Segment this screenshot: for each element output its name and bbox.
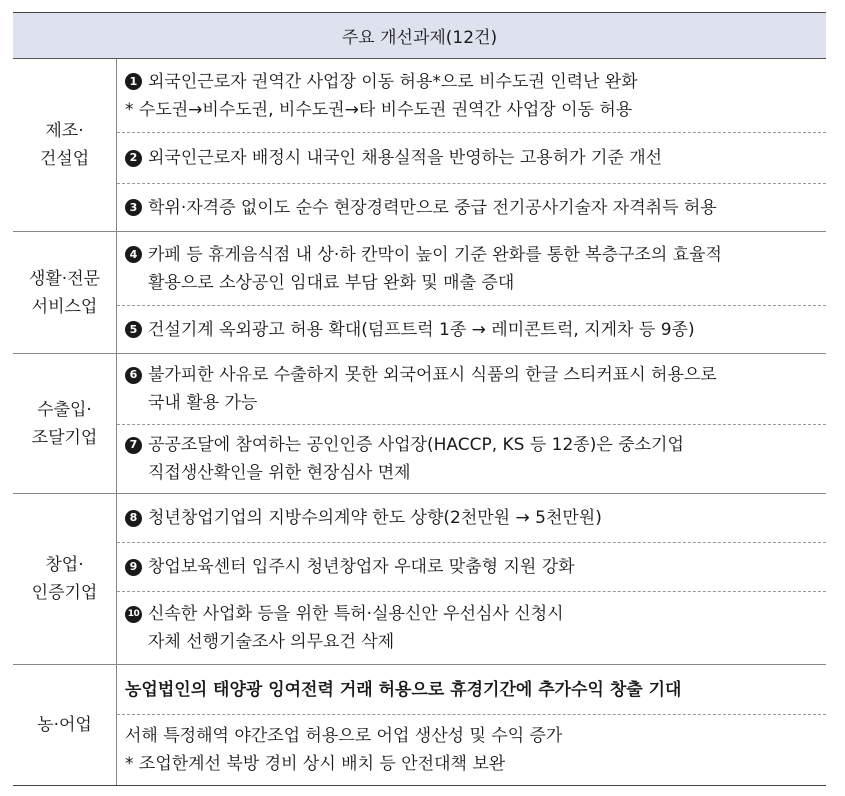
list-item [117, 425, 826, 493]
category-label: 창업· [45, 555, 84, 575]
item-list [117, 494, 826, 664]
item-text: 공공조달에 참여하는 공인인증 사업장(HACCP, KS 등 12종)은 중소기업 [148, 435, 684, 455]
item-note: * 조업한계선 북방 경비 상시 배치 등 안전대책 보완 [125, 754, 506, 774]
reform-table [13, 12, 826, 786]
item-list [117, 665, 826, 785]
category-cell [13, 59, 117, 231]
list-item [117, 306, 826, 353]
list-item [117, 133, 826, 184]
item-list [117, 354, 826, 493]
table-header: 주요 개선과제(12건) [13, 13, 826, 59]
group-startup [13, 494, 826, 665]
list-item [117, 494, 826, 543]
group-services [13, 232, 826, 354]
category-label: 제조· [45, 121, 84, 141]
number-badge: 2 [125, 150, 142, 167]
list-item [117, 543, 826, 592]
category-label: 수출입· [37, 399, 92, 420]
category-label: 조달기업 [31, 427, 98, 448]
list-item [117, 59, 826, 133]
list-item [117, 665, 826, 715]
number-badge: 7 [125, 437, 142, 454]
number-badge: 8 [125, 510, 142, 527]
category-cell [13, 665, 117, 785]
item-note: * 수도권→비수도권, 비수도권→타 비수도권 권역간 사업장 이동 허용 [125, 99, 633, 120]
item-text: 학위·자격증 없이도 순수 현장경력만으로 중급 전기공사기술자 자격취득 허용 [148, 197, 717, 218]
category-label: 건설업 [39, 149, 90, 169]
item-text: 창업보육센터 입주시 청년창업자 우대로 맞춤형 지원 강화 [148, 557, 575, 577]
category-label: 인증기업 [31, 583, 98, 603]
item-list [117, 232, 826, 353]
item-text-continued: 국내 활용 가능 [148, 393, 258, 413]
item-list [117, 59, 826, 231]
number-badge: 5 [125, 321, 142, 338]
item-text-continued: 활용으로 소상공인 임대료 부담 완화 및 매출 증대 [148, 272, 515, 293]
number-badge: 6 [125, 367, 142, 384]
group-agriculture-fishery [13, 665, 826, 785]
category-cell [13, 354, 117, 493]
item-text: 서해 특정해역 야간조업 허용으로 어업 생산성 및 수익 증가 [125, 726, 563, 746]
list-item [117, 715, 826, 785]
number-badge: 1 [125, 73, 142, 90]
list-item [117, 184, 826, 231]
list-item [117, 232, 826, 306]
number-badge: 10 [125, 606, 142, 623]
number-badge: 4 [125, 246, 142, 263]
number-badge: 3 [125, 199, 142, 216]
item-text: 신속한 사업화 등을 위한 특허·실용신안 우선심사 신청시 [148, 604, 564, 624]
item-text: 외국인근로자 권역간 사업장 이동 허용*으로 비수도권 인력난 완화 [148, 71, 638, 92]
list-item [117, 592, 826, 664]
item-text: 청년창업기업의 지방수의계약 한도 상향(2천만원 → 5천만원) [148, 508, 602, 528]
category-label: 서비스업 [31, 296, 98, 317]
category-cell [13, 232, 117, 353]
item-text: 카페 등 휴게음식점 내 상·하 칸막이 높이 기준 완화를 통한 복층구조의 효율적 [148, 244, 722, 265]
number-badge: 9 [125, 559, 142, 576]
item-text: 건설기계 옥외광고 허용 확대(덤프트럭 1종 → 레미콘트럭, 지게차 등 9종) [148, 319, 695, 340]
list-item [117, 354, 826, 425]
category-label: 생활·전문 [28, 268, 101, 289]
item-text: 외국인근로자 배정시 내국인 채용실적을 반영하는 고용허가 기준 개선 [148, 148, 663, 168]
item-text-continued: 직접생산확인을 위한 현장심사 면제 [148, 463, 411, 483]
group-trade [13, 354, 826, 494]
item-text: 농업법인의 태양광 잉여전력 거래 허용으로 휴경기간에 추가수익 창출 기대 [125, 679, 682, 700]
item-text-continued: 자체 선행기술조사 의무요건 삭제 [148, 632, 395, 652]
group-manufacturing [13, 59, 826, 232]
category-cell [13, 494, 117, 664]
category-label: 농·어업 [37, 715, 92, 735]
item-text: 불가피한 사유로 수출하지 못한 외국어표시 식품의 한글 스티커표시 허용으로 [148, 365, 717, 385]
